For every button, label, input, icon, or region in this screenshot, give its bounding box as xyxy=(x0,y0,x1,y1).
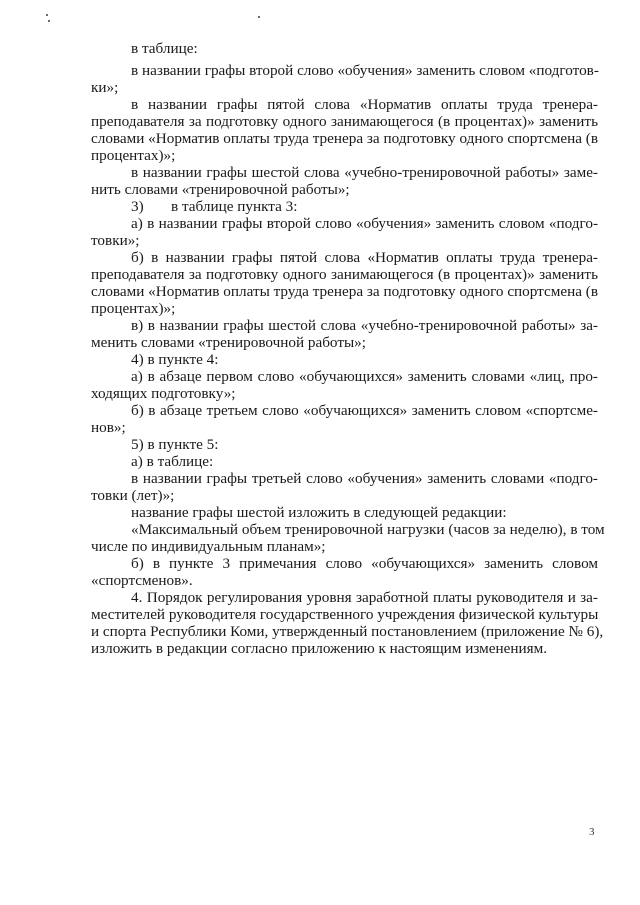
text-line: числе по индивидуальным планам»; xyxy=(91,538,326,555)
text-line: 4. Порядок регулирования уровня заработной платы руководителя и за- xyxy=(131,589,598,606)
numbered-item xyxy=(131,198,431,215)
text-line: а) в таблице: xyxy=(131,453,214,470)
text-line: в названии графы шестой слова «учебно-тренировочной работы» заме- xyxy=(131,164,598,181)
text-line: название графы шестой изложить в следующей редакции: xyxy=(131,504,507,521)
text-line: б) в пункте 3 примечания слово «обучающихся» заменить словом xyxy=(131,555,598,572)
text-line: а) в абзаце первом слово «обучающихся» заменить словами «лиц, про- xyxy=(131,368,598,385)
text-line: ки»; xyxy=(91,79,119,96)
text-line: «спортсменов». xyxy=(91,572,193,589)
text-line: изложить в редакции согласно приложению к настоящим изменениям. xyxy=(91,640,548,657)
text-line: а) в названии графы второй слово «обучения» заменить словом «подго- xyxy=(131,215,598,232)
text-line: 4) в пункте 4: xyxy=(131,351,219,368)
scan-speck xyxy=(48,20,50,22)
text-line: в таблице: xyxy=(131,40,198,57)
scan-speck xyxy=(46,14,48,16)
text-line: в названии графы второй слово «обучения» заменить словом «подготов- xyxy=(131,62,599,79)
text-line: в) в названии графы шестой слова «учебно-тренировочной работы» за- xyxy=(131,317,598,334)
text-line: и спорта Республики Коми, утвержденный постановлением (приложение № 6), xyxy=(91,623,604,640)
text-line: «Максимальный объем тренировочной нагрузки (часов за неделю), в том xyxy=(131,521,605,538)
text-line: в названии графы третьей слово «обучения» заменить словами «подго- xyxy=(131,470,598,487)
text-line: преподавателя за подготовку одного занимающегося (в процентах)» заменить xyxy=(91,113,598,130)
page-number: 3 xyxy=(589,826,595,838)
text-line: в таблице пункта 3: xyxy=(171,198,298,215)
text-line: менить словами «тренировочной работы»; xyxy=(91,334,366,351)
text-line: нить словами «тренировочной работы»; xyxy=(91,181,350,198)
text-line: процентах)»; xyxy=(91,147,176,164)
text-line: в названии графы пятой слова «Норматив оплаты труда тренера- xyxy=(131,96,598,113)
text-line: словами «Норматив оплаты труда тренера за подготовку одного спортсмена (в xyxy=(91,130,598,147)
text-line: товки (лет)»; xyxy=(91,487,175,504)
text-line: товки»; xyxy=(91,232,140,249)
text-line: 5) в пункте 5: xyxy=(131,436,219,453)
text-line: ходящих подготовку»; xyxy=(91,385,236,402)
scan-speck xyxy=(258,16,260,18)
text-line: б) в названии графы пятой слова «Норматив оплаты труда тренера- xyxy=(131,249,598,266)
text-line: преподавателя за подготовку одного занимающегося (в процентах)» заменить xyxy=(91,266,598,283)
item-number: 3) xyxy=(131,198,144,215)
text-line: процентах)»; xyxy=(91,300,176,317)
text-line: местителей руководителя государственного учреждения физической культуры xyxy=(91,606,599,623)
text-line: словами «Норматив оплаты труда тренера за подготовку одного спортсмена (в xyxy=(91,283,598,300)
text-line: нов»; xyxy=(91,419,126,436)
text-line: б) в абзаце третьем слово «обучающихся» заменить словом «спортсме- xyxy=(131,402,598,419)
